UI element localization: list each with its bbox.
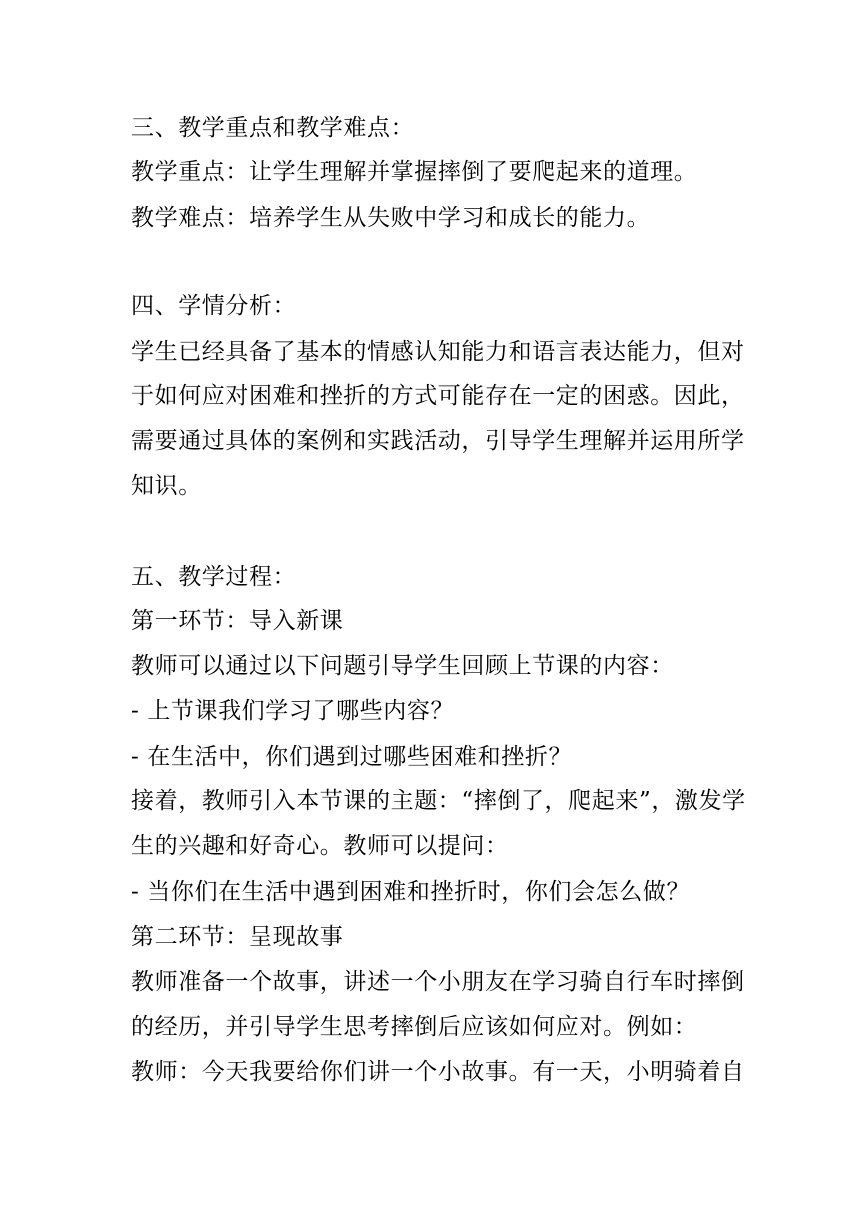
stage1-title: 第一环节：导入新课 [131, 608, 344, 634]
stage2-title: 第二环节：呈现故事 [131, 924, 344, 950]
question-item: - 当你们在生活中遇到困难和挫折时，你们会怎么做？ [131, 879, 691, 905]
section4-heading: 四、学情分析： [131, 293, 297, 319]
question-item: - 在生活中，你们遇到过哪些困难和挫折？ [131, 744, 573, 770]
section4-paragraph-line: 于如何应对困难和挫折的方式可能存在一定的困惑。因此， [131, 383, 745, 409]
question-item: - 上节课我们学习了哪些内容？ [131, 698, 455, 724]
key-point-line: 教学重点：让学生理解并掌握摔倒了要爬起来的道理。 [131, 159, 698, 185]
section5-text-line: 教师准备一个故事，讲述一个小朋友在学习骑自行车时摔倒 [131, 969, 745, 995]
section5-text-line: 生的兴趣和好奇心。教师可以提问： [131, 833, 509, 859]
section4-paragraph-line: 知识。 [131, 473, 202, 499]
section5-text-line: 接着，教师引入本节课的主题：“摔倒了，爬起来”，激发学 [131, 788, 746, 814]
section5-text-line: 教师可以通过以下问题引导学生回顾上节课的内容： [131, 653, 674, 679]
difficulty-line: 教学难点：培养学生从失败中学习和成长的能力。 [131, 205, 651, 231]
section5-heading: 五、教学过程： [131, 564, 297, 590]
section3-heading: 三、教学重点和教学难点： [131, 115, 415, 141]
section4-paragraph-line: 学生已经具备了基本的情感认知能力和语言表达能力，但对 [131, 339, 745, 365]
section5-text-line: 的经历，并引导学生思考摔倒后应该如何应对。例如： [131, 1014, 698, 1040]
section4-paragraph-line: 需要通过具体的案例和实践活动，引导学生理解并运用所学 [131, 428, 745, 454]
section5-text-line: 教师：今天我要给你们讲一个小故事。有一天，小明骑着自 [131, 1059, 745, 1085]
